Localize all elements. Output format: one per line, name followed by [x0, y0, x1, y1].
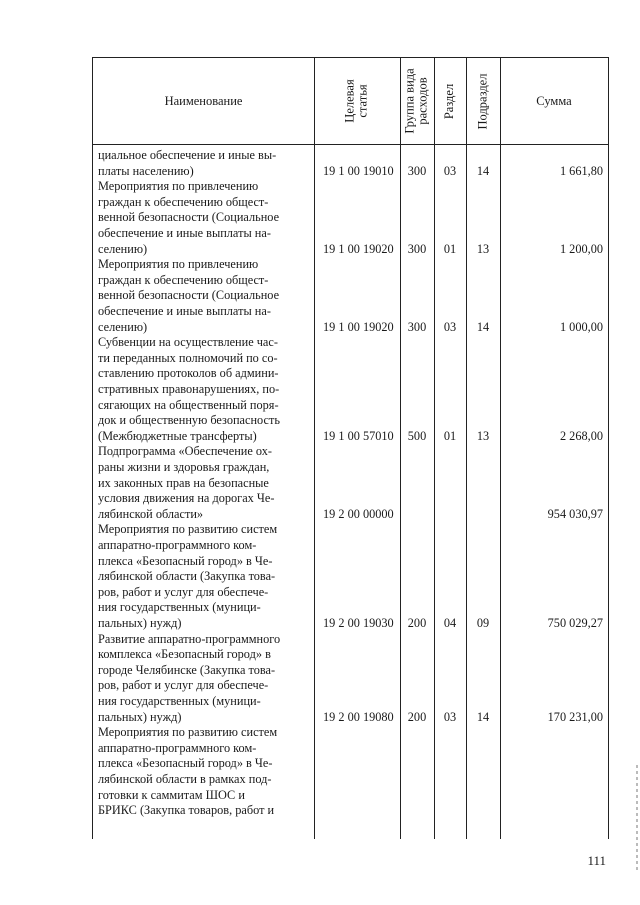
row-name-line: платы населению)	[98, 163, 194, 178]
row-target: 19 2 00 19030	[323, 615, 394, 630]
header-name	[93, 58, 314, 144]
row-target: 19 2 00 00000	[323, 506, 394, 521]
table-header	[93, 58, 608, 145]
row-name-line: городе Челябинске (Закупка това-	[98, 662, 276, 677]
row-target: 19 1 00 19010	[323, 163, 394, 178]
row-name-line: селению)	[98, 319, 148, 334]
row-name	[98, 179, 308, 257]
row-section: 03	[443, 709, 457, 724]
header-target-line2: статья	[356, 84, 370, 118]
row-name-line: обеспечение и иные выплаты на-	[98, 303, 271, 318]
row-sum: 1 200,00	[559, 241, 603, 256]
row-target: 19 1 00 57010	[323, 428, 394, 443]
row-target: 19 1 00 19020	[323, 319, 394, 334]
row-group: 300	[407, 241, 427, 256]
row-name-line: лябинской области в рамках под-	[98, 771, 272, 786]
row-sum: 170 231,00	[547, 709, 603, 724]
row-name-line: обеспечение и иные выплаты на-	[98, 225, 271, 240]
row-name-line: Развитие аппаратно-программного	[98, 631, 281, 646]
row-name-line: ставлению протоколов об админи-	[98, 366, 279, 381]
row-name-line: Мероприятия по привлечению	[98, 257, 259, 272]
row-name-line: ния государственных (муници-	[98, 693, 261, 708]
header-group-label	[404, 68, 430, 133]
row-name-line: их законных прав на безопасные	[98, 475, 269, 490]
row-name-line: ров, работ и услуг для обеспече-	[98, 584, 269, 599]
row-subsection: 13	[476, 241, 490, 256]
row-name-line: комплекса «Безопасный город» в	[98, 647, 271, 662]
row-name-line: лябинской области»	[98, 506, 204, 521]
page-number: 111	[587, 853, 606, 868]
header-sum-label: Сумма	[536, 93, 572, 108]
row-name-line: условия движения на дорогах Че-	[98, 491, 275, 506]
row-name-line: лябинской области (Закупка това-	[98, 569, 276, 584]
row-name-line: Мероприятия по развитию систем	[98, 522, 278, 537]
row-name	[98, 335, 308, 444]
row-group: 500	[407, 428, 427, 443]
row-name-line: плекса «Безопасный город» в Че-	[98, 756, 273, 771]
header-subsection-label: Подраздел	[475, 73, 490, 129]
budget-table	[92, 57, 609, 839]
header-name-label: Наименование	[164, 93, 243, 108]
row-name-line: венной безопасности (Социальное	[98, 288, 280, 303]
row-name-line: граждан к обеспечению общест-	[98, 272, 269, 287]
row-section: 01	[443, 241, 457, 256]
header-section-label: Раздел	[442, 83, 457, 119]
row-name	[98, 725, 308, 819]
row-name-line: циальное обеспечение и иные вы-	[98, 148, 277, 162]
row-sum: 954 030,97	[547, 506, 603, 521]
row-name-line: пальных) нужд)	[98, 615, 182, 630]
row-name-line: стративных правонарушениях, по-	[98, 381, 280, 396]
header-group	[400, 58, 434, 144]
row-name-line: Подпрограмма «Обеспечение ох-	[98, 444, 272, 459]
row-sum: 1 000,00	[559, 319, 603, 334]
row-subsection: 14	[476, 319, 490, 334]
row-sum: 2 268,00	[559, 428, 603, 443]
row-name-line: пальных) нужд)	[98, 709, 182, 724]
header-subsection	[466, 58, 500, 144]
row-target: 19 2 00 19080	[323, 709, 394, 724]
header-group-line2: расходов	[416, 77, 431, 125]
row-name-line: ния государственных (муници-	[98, 600, 261, 615]
row-section: 04	[443, 615, 457, 630]
row-name	[98, 632, 308, 726]
row-sum: 1 661,80	[559, 163, 603, 178]
row-name-line: готовки к саммитам ШОС и	[98, 787, 245, 802]
row-name-line: (Межбюджетные трансферты)	[98, 428, 257, 443]
row-name-line: Субвенции на осуществление час-	[98, 335, 278, 350]
row-name-line: Мероприятия по развитию систем	[98, 725, 278, 740]
row-sum: 750 029,27	[547, 615, 603, 630]
row-name-line: селению)	[98, 241, 148, 256]
row-section: 03	[443, 319, 457, 334]
row-group: 200	[407, 709, 427, 724]
row-name	[98, 257, 308, 335]
header-section	[434, 58, 466, 144]
row-name-line: плекса «Безопасный город» в Че-	[98, 553, 273, 568]
header-group-line1: Группа вида	[403, 68, 418, 134]
row-name-line: аппаратно-программного ком-	[98, 740, 257, 755]
row-subsection: 13	[476, 428, 490, 443]
row-name-line: док и общественную безопасность	[98, 413, 280, 428]
row-group: 300	[407, 163, 427, 178]
column-divider	[314, 58, 315, 839]
header-sum	[500, 58, 608, 144]
row-name	[98, 522, 308, 631]
row-name-line: аппаратно-программного ком-	[98, 537, 257, 552]
row-name-line: граждан к обеспечению общест-	[98, 194, 269, 209]
row-subsection: 14	[476, 709, 490, 724]
row-group: 200	[407, 615, 427, 630]
row-section: 01	[443, 428, 457, 443]
row-name-line: ров, работ и услуг для обеспече-	[98, 678, 269, 693]
scan-artifact	[636, 765, 638, 870]
row-name-line: ти переданных полномочий по со-	[98, 350, 278, 365]
header-target-line1: Целевая	[343, 79, 357, 123]
row-target: 19 1 00 19020	[323, 241, 394, 256]
row-name	[98, 444, 308, 522]
row-group: 300	[407, 319, 427, 334]
row-name-line: БРИКС (Закупка товаров, работ и	[98, 803, 275, 818]
row-subsection: 14	[476, 163, 490, 178]
row-name-line: раны жизни и здоровья граждан,	[98, 459, 270, 474]
row-name-line: венной безопасности (Социальное	[98, 210, 280, 225]
row-name-line: Мероприятия по привлечению	[98, 179, 259, 194]
header-target	[314, 58, 400, 144]
row-name-line: сягающих на общественный поря-	[98, 397, 279, 412]
row-name	[98, 148, 308, 179]
header-target-label	[344, 79, 370, 122]
row-section: 03	[443, 163, 457, 178]
row-subsection: 09	[476, 615, 490, 630]
